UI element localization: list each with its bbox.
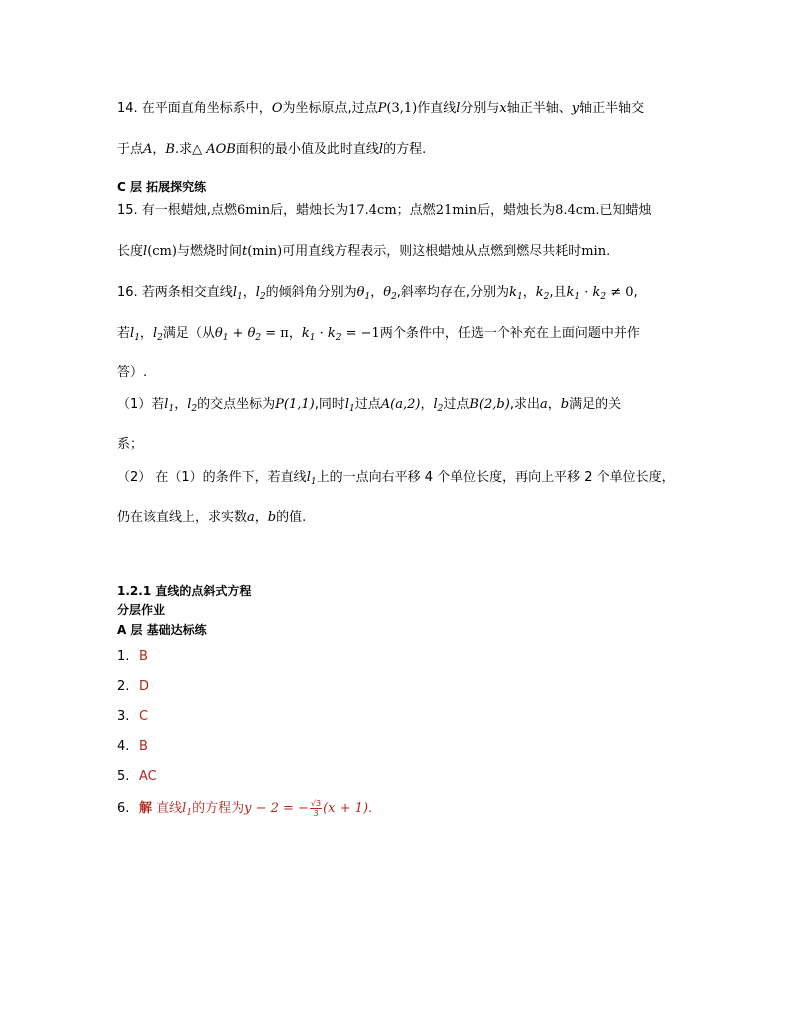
math-value: 8.4cm — [555, 203, 596, 218]
text: 后，蜡烛长为 — [270, 203, 349, 218]
math-value: 6min — [236, 203, 271, 218]
math-l2: $l_2$ — [187, 397, 198, 414]
answer-item — [117, 768, 157, 786]
math-value: 17.4cm — [348, 203, 397, 218]
answer-number: 1. — [117, 649, 130, 664]
math-k2: $k_2$ — [535, 285, 550, 302]
text: ,且 — [549, 285, 567, 300]
text: ， — [152, 142, 166, 157]
math-var: b — [267, 510, 277, 525]
solution-marker: 解 — [139, 801, 153, 816]
math-l1: $l_1$ — [306, 470, 317, 487]
answer-6 — [117, 799, 372, 818]
text: 作直线 — [417, 101, 457, 116]
math-point: A(a,2) — [380, 397, 421, 412]
text: 的交点坐标为 — [197, 397, 276, 412]
math-point: P(1,1) — [275, 397, 315, 412]
text: ， — [420, 397, 434, 412]
text: 的值. — [276, 510, 307, 525]
text: 过点 — [354, 397, 381, 412]
math-neq: ≠ 0 — [606, 285, 634, 300]
fraction-numerator: √3 — [310, 799, 322, 808]
section-c-heading: C 层 拓展探究练 — [117, 180, 207, 194]
answer-item — [117, 678, 149, 696]
answer-item — [117, 708, 148, 726]
math-var: b — [560, 397, 570, 412]
q15-line-2 — [117, 243, 610, 261]
math-var: O — [271, 101, 283, 116]
math-l2: $l_2$ — [255, 285, 266, 302]
text: ；点燃 — [396, 203, 436, 218]
math-l2: $l_2$ — [433, 397, 444, 414]
text: .求 — [174, 142, 193, 157]
math-var: t — [241, 244, 248, 259]
text: 分别与 — [460, 101, 500, 116]
q16-sub1-line-2: 系； — [117, 437, 144, 452]
math-var: l — [378, 142, 384, 157]
math-var: P — [377, 101, 387, 116]
text: 长度 — [117, 244, 144, 259]
answer-number: 6. — [117, 801, 130, 816]
text: 后，蜡烛长为 — [477, 203, 556, 218]
text: ， — [288, 326, 302, 341]
text: 若 — [117, 326, 131, 341]
text: 轴正半轴交 — [579, 101, 645, 116]
q16-line-1: 16. 若两条相交直线$l_1$，$l_2$的倾斜角分别为$\theta_1$，$\theta_2$,斜率均存在,分别为$k_1$，$k_2$,且$k_1 \cdot k_2 \ne 0$, — [117, 285, 638, 302]
text: ， — [547, 397, 561, 412]
math-k1: $k_1$ — [509, 285, 523, 302]
text: 过点 — [443, 397, 470, 412]
text: 仍在该直线上，求实数 — [117, 510, 248, 525]
math-theta-sum: $\theta_1 + \theta_2$ — [214, 326, 262, 343]
q14-line-1 — [117, 100, 644, 118]
q16-sub2-line-2 — [117, 509, 306, 527]
math-l1: $l_1$ — [164, 397, 175, 414]
answer-item — [117, 648, 148, 666]
q16-sub2-line-1 — [117, 469, 675, 487]
math-l1: $l_1$ — [344, 397, 355, 414]
text: , — [633, 285, 638, 300]
text: . — [368, 801, 373, 816]
answer-number: 3. — [117, 709, 130, 724]
fraction — [310, 799, 322, 818]
math-var: y — [571, 101, 580, 116]
text: 可用直线方程表示，则这根蜡烛从点燃到燃尽共耗时 — [282, 244, 582, 259]
text: 于点 — [117, 142, 144, 157]
answer-value: AC — [139, 769, 157, 784]
answer-value: B — [139, 649, 148, 664]
text: 为坐标原点,过点 — [282, 101, 378, 116]
text: （1）若 — [117, 397, 165, 412]
math-var: a — [539, 397, 548, 412]
math-var: AOB — [206, 142, 236, 157]
answer-value: B — [139, 739, 148, 754]
section-a-heading: A 层 基础达标练 — [117, 623, 207, 637]
math-eq: = π — [261, 326, 289, 341]
text: 满足的关 — [569, 397, 622, 412]
text: 15. 有一根蜡烛,点燃 — [117, 203, 237, 218]
text: （2） 在（1）的条件下，若直线 — [117, 470, 307, 485]
text: 满足（从 — [162, 326, 215, 341]
answer-number: 5. — [117, 769, 130, 784]
q16-sub1-line-1: （1）若$l_1$，$l_2$的交点坐标为P(1,1),同时$l_1$过点A(a,2)，$l_2$过点B(2,b),求出a，b满足的关 — [117, 397, 622, 414]
math-coords: (3,1) — [386, 101, 418, 116]
text: 面积的最小值及此时直线 — [235, 142, 379, 157]
math-l1: $l_1$ — [182, 801, 193, 818]
text: 轴正半轴、 — [506, 101, 572, 116]
text: ,斜率均存在,分别为 — [396, 285, 510, 300]
q14-line-2 — [117, 141, 426, 159]
text: . — [606, 244, 611, 259]
fraction-denominator: 3 — [313, 809, 319, 818]
text: 的方程为 — [192, 801, 245, 816]
math-unit: (cm) — [147, 244, 177, 259]
answer-number: 4. — [117, 739, 130, 754]
math-eq: = −1 — [341, 326, 380, 341]
math-unit: (min) — [247, 244, 283, 259]
math-point: B(2,b) — [469, 397, 510, 412]
text: ,求出 — [509, 397, 540, 412]
q15-line-1 — [117, 202, 652, 220]
math-var: A — [143, 142, 153, 157]
q16-line-3: 答）. — [117, 365, 148, 380]
answer-item — [117, 738, 148, 756]
layered-homework-heading: 分层作业 — [117, 603, 166, 617]
text: .已知蜡烛 — [595, 203, 652, 218]
text: 的方程. — [383, 142, 427, 157]
text: 直线 — [156, 801, 183, 816]
triangle-symbol: △ — [192, 142, 207, 157]
math-k1k2: $k_1 \cdot k_2$ — [566, 285, 607, 302]
q16-line-2: 若$l_1$，$l_2$满足（从$\theta_1 + \theta_2 = \pi$，$k_1 \cdot k_2 = -1$两个条件中，任选一个补充在上面问题中并作 — [117, 326, 640, 343]
math-var: x — [499, 101, 507, 116]
text: 的倾斜角分别为 — [265, 285, 357, 300]
math-value: 21min — [435, 203, 478, 218]
text: 14. 在平面直角坐标系中， — [117, 101, 272, 116]
math-k-prod: $k_1 \cdot k_2$ — [301, 326, 342, 343]
text: 与燃烧时间 — [176, 244, 242, 259]
answer-value: D — [139, 679, 150, 694]
math-eq: (x + 1) — [323, 801, 369, 816]
answer-value: C — [139, 709, 149, 724]
text: 上的一点向右平移 4 个单位长度，再向上平移 2 个单位长度， — [316, 470, 675, 485]
math-var: l — [143, 244, 148, 259]
text: ， — [254, 510, 268, 525]
math-var: l — [456, 101, 461, 116]
text: 两个条件中，任选一个补充在上面问题中并作 — [379, 326, 640, 341]
math-var: a — [247, 510, 255, 525]
section-121-heading: 1.2.1 直线的点斜式方程 — [117, 584, 252, 598]
math-theta2: $\theta_2$ — [383, 285, 397, 302]
math-eq: y − 2 = − — [244, 801, 309, 816]
text: ,同时 — [314, 397, 345, 412]
math-l1: $l_1$ — [130, 326, 140, 343]
math-theta1: $\theta_1$ — [356, 285, 371, 302]
answer-number: 2. — [117, 679, 130, 694]
math-var: B — [165, 142, 175, 157]
math-unit: min — [581, 244, 607, 259]
text: 16. 若两条相交直线 — [117, 285, 233, 300]
math-l1: $l_1$ — [232, 285, 243, 302]
math-l2: $l_2$ — [152, 326, 163, 343]
